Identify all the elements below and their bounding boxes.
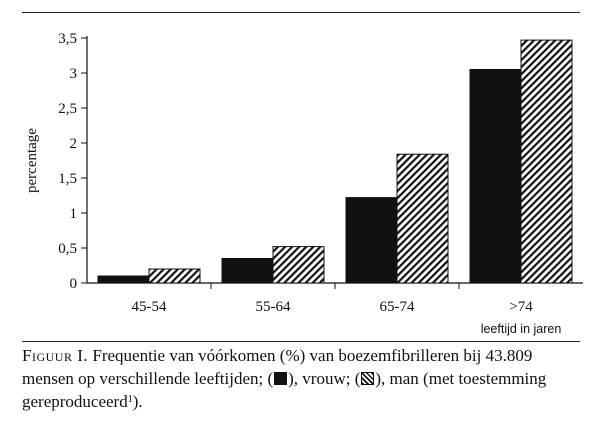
y-tick-label: 1 <box>69 206 77 222</box>
y-tick-label: 0,5 <box>58 241 77 257</box>
y-axis-title: percentage <box>24 128 40 193</box>
caption-rule <box>22 341 580 342</box>
y-tick-label: 3 <box>69 66 77 82</box>
y-tick-label: 1,5 <box>58 171 77 187</box>
caption-end: ). <box>132 392 143 411</box>
caption-text: Frequentie van vóórkomen (%) van boezemfibrilleren bij 43.809 mensen op verschillende leeftijden; ( <box>22 346 533 388</box>
bars <box>98 40 572 283</box>
y-tick-label: 2 <box>69 136 77 152</box>
bar-vrouw-3 <box>470 70 521 284</box>
y-tick-label: 2,5 <box>58 101 77 117</box>
caption-lead: Figuur I. <box>22 346 89 365</box>
caption-text-man: ), man (met toestemming gereproduceerd <box>22 369 547 411</box>
x-tick-label: 55-64 <box>255 299 291 315</box>
x-tick-label: 65-74 <box>379 299 415 315</box>
bar-man-2 <box>397 154 448 283</box>
bar-vrouw-1 <box>222 259 273 284</box>
hatched-square-icon <box>361 372 374 385</box>
bar-vrouw-0 <box>98 276 149 283</box>
figure-caption <box>22 344 582 413</box>
bar-man-3 <box>521 40 572 283</box>
x-tick-label: 45-54 <box>131 299 167 315</box>
bar-man-1 <box>273 247 324 283</box>
caption-text-vrouw: ), vrouw; ( <box>288 369 361 388</box>
x-axis-title: leeftijd in jaren <box>480 322 562 336</box>
caption-superscript: 1 <box>127 394 133 405</box>
y-tick-label: 0 <box>69 276 77 292</box>
x-tick-label: >74 <box>509 299 533 315</box>
solid-square-icon <box>274 372 287 385</box>
bar-vrouw-2 <box>346 198 397 283</box>
y-tick-label: 3,5 <box>58 31 77 47</box>
bar-man-0 <box>149 269 200 283</box>
